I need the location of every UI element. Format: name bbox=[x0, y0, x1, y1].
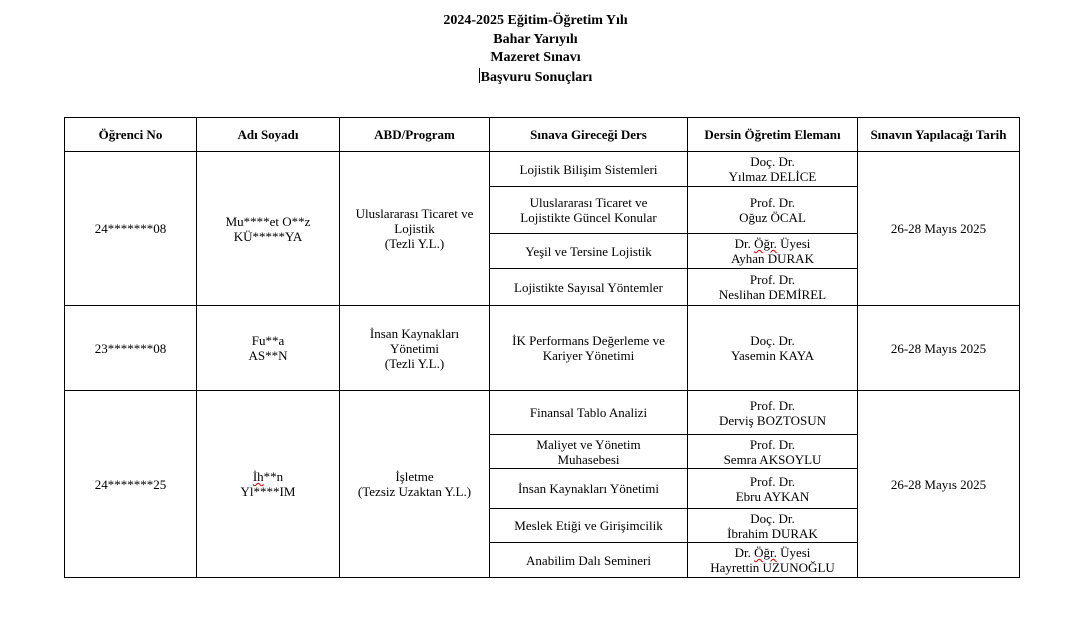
program-type-line: (Tezli Y.L.) bbox=[384, 355, 445, 371]
course-cell: Anabilim Dalı Semineri bbox=[490, 543, 688, 578]
results-table bbox=[64, 117, 1020, 578]
course-cell: Yeşil ve Tersine Lojistik bbox=[490, 234, 688, 269]
exam-date-cell: 26-28 Mayıs 2025 bbox=[858, 152, 1020, 306]
academic-year-title: 2024-2025 Eğitim-Öğretim Yılı bbox=[443, 13, 628, 28]
course-cell: İnsan Kaynakları Yönetimi bbox=[490, 469, 688, 509]
instructor-name: İbrahim DURAK bbox=[727, 525, 818, 541]
exam-date-cell: 26-28 Mayıs 2025 bbox=[858, 306, 1020, 391]
student-name-line bbox=[200, 469, 336, 484]
instructor-name: Ebru AYKAN bbox=[735, 488, 810, 504]
program-type-line: (Tezsiz Uzaktan Y.L.) bbox=[357, 484, 472, 499]
instructor-cell bbox=[688, 509, 858, 543]
student-name-cell bbox=[197, 306, 340, 391]
student-name-line: Mu****et O**z bbox=[225, 213, 311, 229]
spellcheck-underlined-word: Öğr. bbox=[754, 236, 777, 251]
results-title bbox=[0, 68, 1071, 87]
column-header-course: Sınava Gireceği Ders bbox=[490, 118, 688, 152]
course-cell: Lojistikte Sayısal Yöntemler bbox=[490, 269, 688, 306]
program-line: İnsan Kaynakları bbox=[369, 325, 460, 341]
student-name-cell bbox=[197, 391, 340, 578]
instructor-title: Prof. Dr. bbox=[749, 397, 796, 413]
course-line: Uluslararası Ticaret ve bbox=[529, 195, 648, 210]
instructor-cell bbox=[688, 152, 858, 187]
student-surname-line: AS**N bbox=[248, 348, 288, 363]
instructor-title bbox=[691, 236, 854, 251]
course-line: Maliyet ve Yönetim bbox=[536, 436, 641, 452]
student-surname-line: Yl****IM bbox=[240, 484, 296, 499]
instructor-title: Doç. Dr. bbox=[750, 510, 795, 526]
column-header-date: Sınavın Yapılacağı Tarih bbox=[858, 118, 1020, 152]
table-row bbox=[65, 152, 1020, 187]
program-cell bbox=[340, 391, 490, 578]
instructor-cell bbox=[688, 543, 858, 578]
instructor-title: Prof. Dr. bbox=[749, 195, 796, 210]
column-header-instructor: Dersin Öğretim Elemanı bbox=[688, 118, 858, 152]
course-line: Kariyer Yönetimi bbox=[542, 348, 635, 363]
title-suffix: Üyesi bbox=[776, 545, 811, 560]
instructor-cell bbox=[688, 391, 858, 435]
student-no-cell: 24*******25 bbox=[65, 391, 197, 578]
table-header-row bbox=[65, 118, 1020, 152]
spellcheck-underlined-word: İh bbox=[252, 469, 264, 484]
instructor-name: Semra AKSOYLU bbox=[723, 451, 822, 467]
instructor-title: Doç. Dr. bbox=[750, 333, 795, 348]
program-line: İşletme bbox=[395, 469, 434, 484]
title-prefix: Dr. bbox=[734, 545, 755, 560]
student-name-cell bbox=[197, 152, 340, 306]
course-cell bbox=[490, 435, 688, 469]
instructor-name: Yılmaz DELİCE bbox=[728, 169, 817, 184]
course-cell: Lojistik Bilişim Sistemleri bbox=[490, 152, 688, 187]
instructor-title: Prof. Dr. bbox=[749, 473, 796, 489]
student-no-cell: 23*******08 bbox=[65, 306, 197, 391]
exam-title: Mazeret Sınavı bbox=[490, 50, 581, 65]
program-cell bbox=[340, 306, 490, 391]
course-line: Muhasebesi bbox=[557, 451, 620, 467]
instructor-title: Prof. Dr. bbox=[749, 272, 796, 287]
course-cell: Finansal Tablo Analizi bbox=[490, 391, 688, 435]
course-cell bbox=[490, 306, 688, 391]
table-row bbox=[65, 391, 1020, 435]
instructor-name: Hayrettin UZUNOĞLU bbox=[710, 560, 835, 575]
program-line: Yönetimi bbox=[389, 340, 440, 356]
document-header bbox=[0, 12, 1071, 86]
instructor-name: Derviş BOZTOSUN bbox=[718, 412, 826, 428]
program-cell bbox=[340, 152, 490, 306]
instructor-cell bbox=[688, 306, 858, 391]
instructor-cell bbox=[688, 469, 858, 509]
program-line: Uluslararası Ticaret ve bbox=[355, 206, 474, 221]
student-no-cell: 24*******08 bbox=[65, 152, 197, 306]
course-line: İK Performans Değerleme ve bbox=[512, 333, 665, 348]
instructor-cell bbox=[688, 269, 858, 306]
instructor-title bbox=[691, 545, 854, 560]
text-cursor bbox=[479, 68, 480, 83]
semester-title: Bahar Yarıyılı bbox=[493, 31, 578, 47]
course-line: Lojistikte Güncel Konular bbox=[520, 210, 657, 225]
program-line: Lojistik bbox=[394, 221, 435, 236]
instructor-name: Yasemin KAYA bbox=[730, 348, 815, 363]
student-surname-line: KÜ*****YA bbox=[233, 228, 303, 244]
instructor-name: Oğuz ÖCAL bbox=[739, 210, 806, 225]
instructor-title: Prof. Dr. bbox=[749, 436, 796, 452]
column-header-program: ABD/Program bbox=[340, 118, 490, 152]
instructor-cell bbox=[688, 234, 858, 269]
results-title-text: Başvuru Sonuçları bbox=[480, 69, 593, 85]
exam-date-cell: 26-28 Mayıs 2025 bbox=[858, 391, 1020, 578]
student-name-line: Fu**a bbox=[251, 333, 285, 348]
instructor-cell bbox=[688, 187, 858, 234]
course-cell: Meslek Etiği ve Girişimcilik bbox=[490, 509, 688, 543]
instructor-name: Neslihan DEMİREL bbox=[718, 287, 827, 302]
spellcheck-underlined-word: Öğr. bbox=[754, 545, 777, 560]
title-suffix: Üyesi bbox=[776, 236, 811, 251]
student-name-rest: **n bbox=[263, 469, 284, 484]
title-prefix: Dr. bbox=[734, 236, 755, 251]
table-row bbox=[65, 306, 1020, 391]
column-header-student-no: Öğrenci No bbox=[65, 118, 197, 152]
program-type-line: (Tezli Y.L.) bbox=[384, 236, 445, 251]
instructor-name: Ayhan DURAK bbox=[731, 251, 814, 266]
instructor-cell bbox=[688, 435, 858, 469]
column-header-name: Adı Soyadı bbox=[197, 118, 340, 152]
instructor-title: Doç. Dr. bbox=[750, 154, 795, 169]
course-cell bbox=[490, 187, 688, 234]
